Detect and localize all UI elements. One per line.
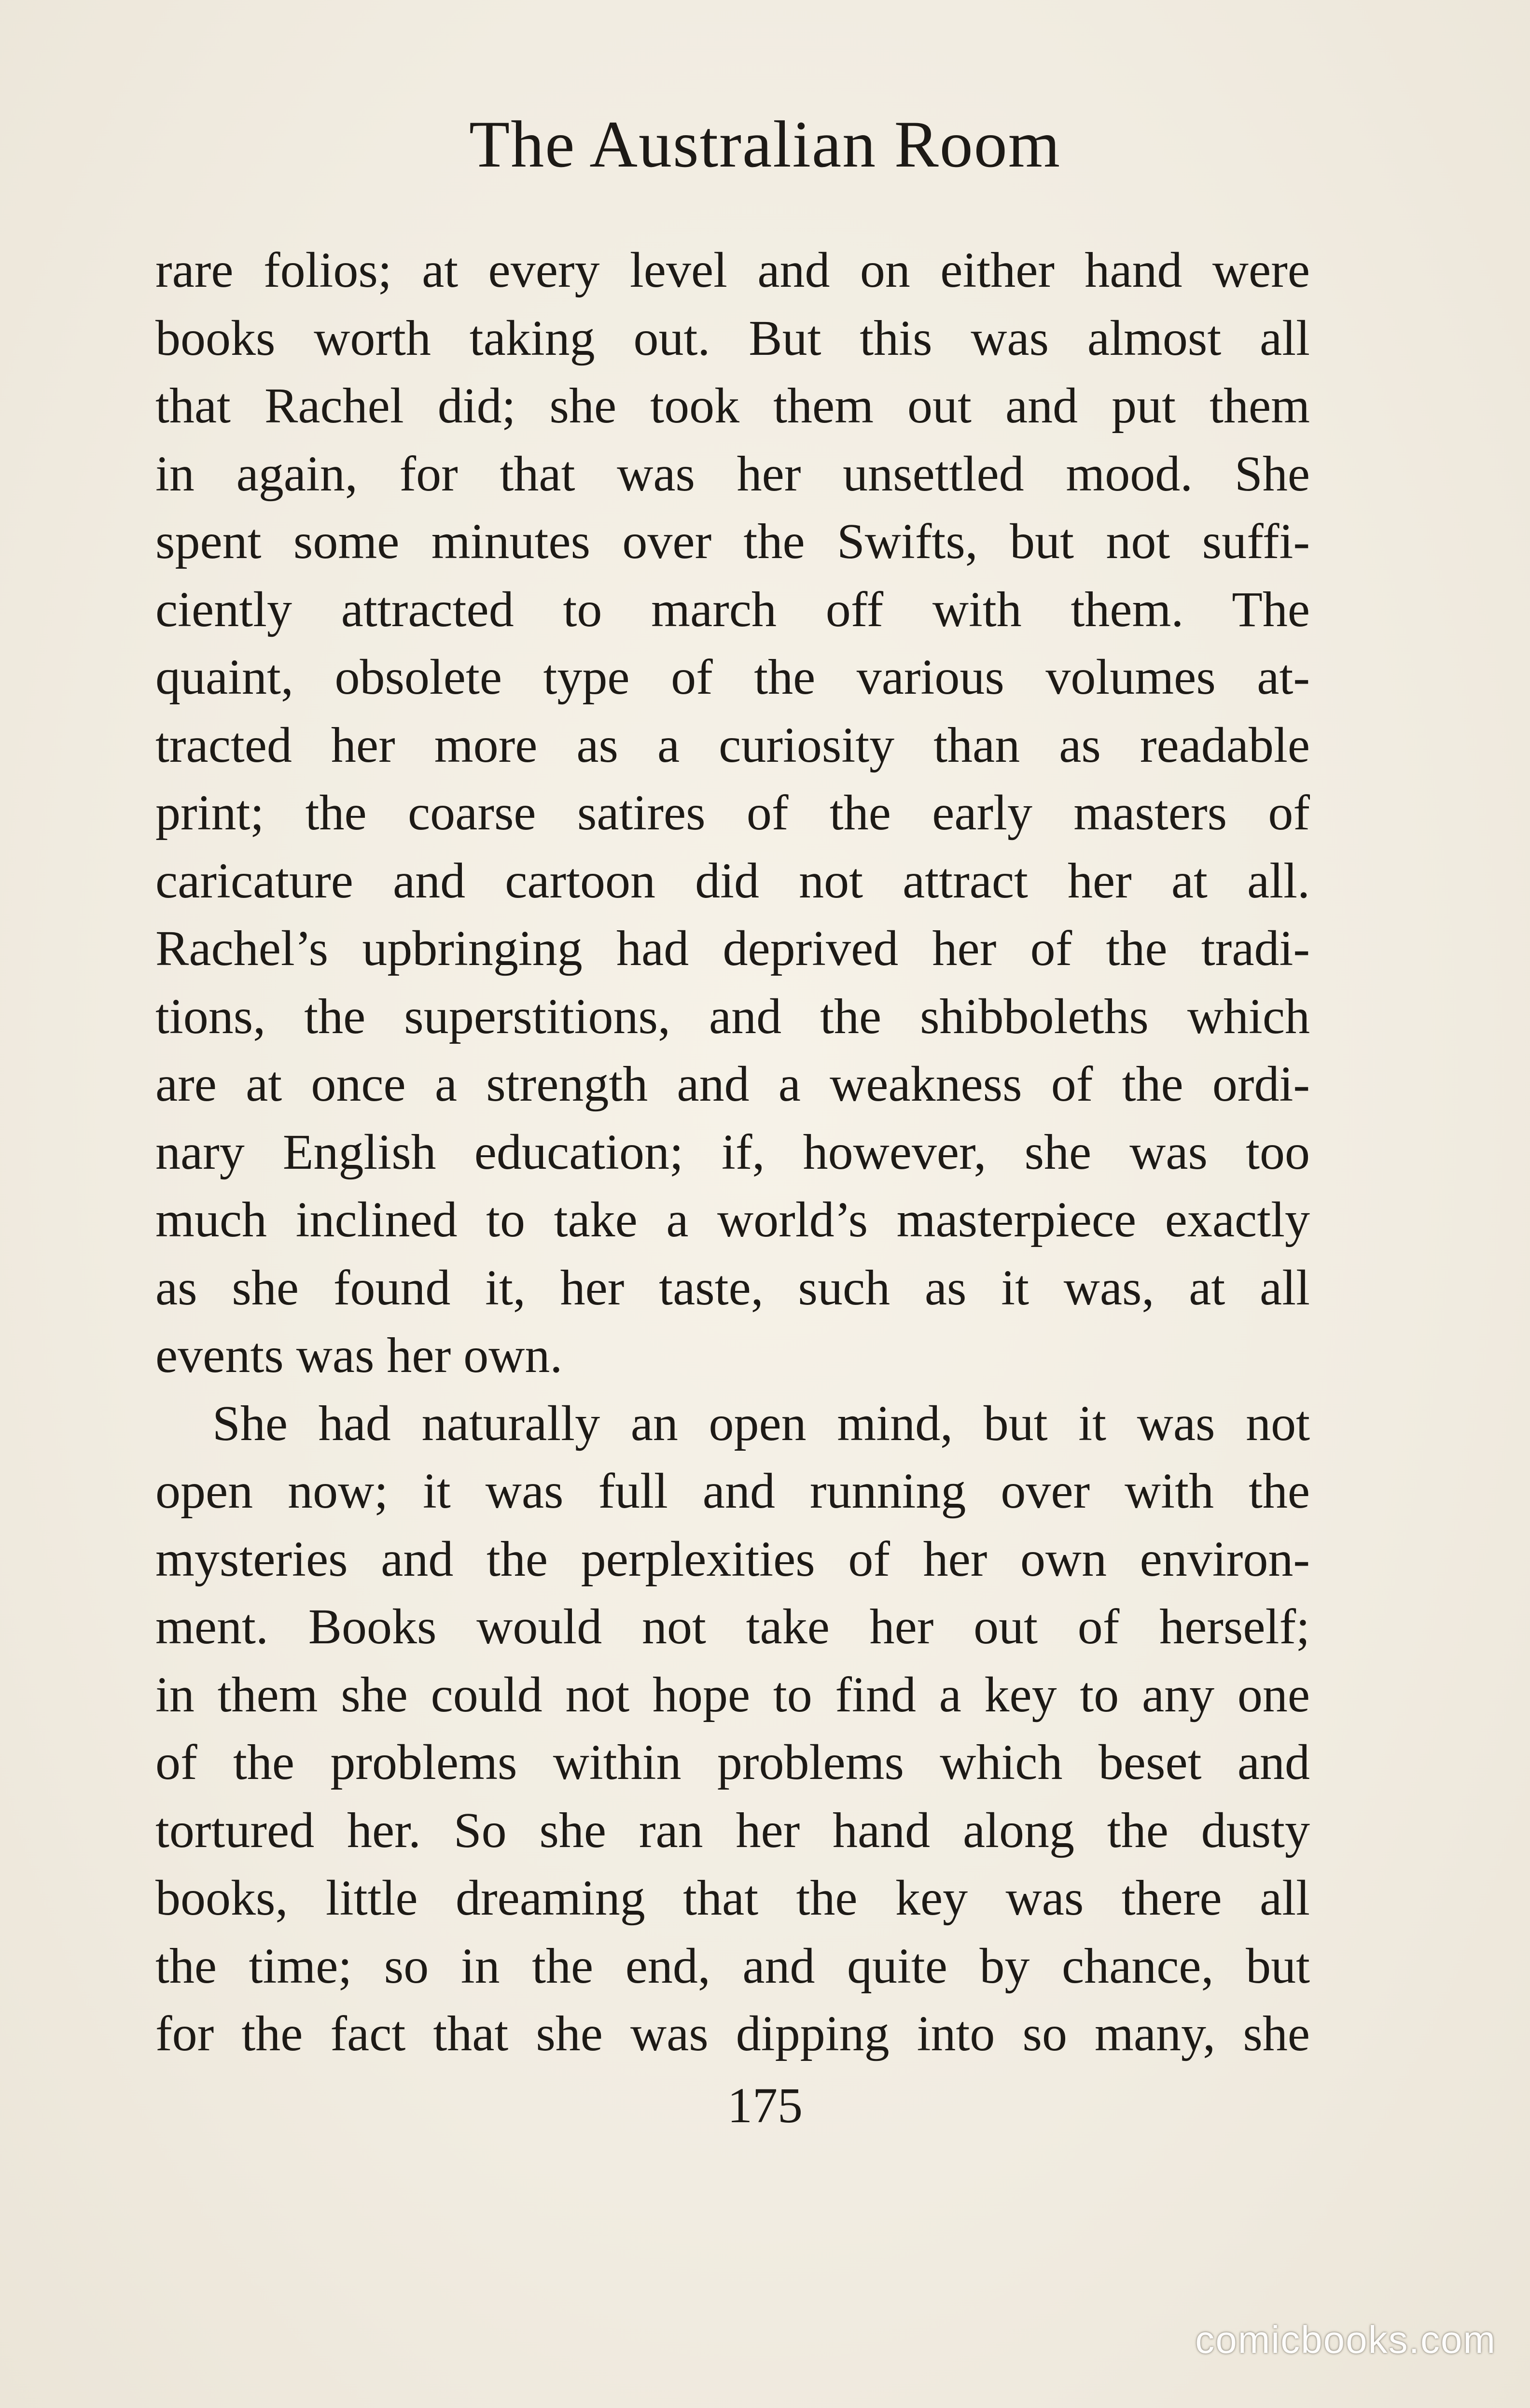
paragraph-start-line: She had naturally an open mind, but it was not	[212, 1395, 1310, 1451]
text-line: for the fact that she was dipping into so many, she	[155, 2006, 1310, 2061]
text-line: print; the coarse satires of the early masters of	[155, 785, 1310, 840]
text-line: tions, the superstitions, and the shibboleths which	[155, 988, 1310, 1044]
paragraph-end-line: events was her own.	[155, 1328, 563, 1383]
text-line: tortured her. So she ran her hand along the dusty	[155, 1802, 1310, 1858]
text-line: ment. Books would not take her out of herself;	[155, 1599, 1310, 1654]
text-line: books, little dreaming that the key was there all	[155, 1870, 1310, 1926]
text-line: the time; so in the end, and quite by chance, but	[155, 1938, 1310, 1994]
text-line: in them she could not hope to find a key to any one	[155, 1666, 1310, 1722]
text-line: nary English education; if, however, she was too	[155, 1124, 1310, 1180]
text-line: as she found it, her taste, such as it was, at all	[155, 1260, 1310, 1316]
text-line: in again, for that was her unsettled mood. She	[155, 446, 1310, 502]
text-line: ciently attracted to march off with them. The	[155, 581, 1310, 637]
page-number: 175	[727, 2078, 803, 2133]
text-line: Rachel’s upbringing had deprived her of the tradi-	[155, 921, 1310, 976]
text-line: that Rachel did; she took them out and put them	[155, 378, 1310, 434]
text-line: tracted her more as a curiosity than as readable	[155, 717, 1310, 773]
text-line: of the problems within problems which beset and	[155, 1735, 1310, 1790]
text-line: caricature and cartoon did not attract her at all.	[155, 853, 1310, 909]
text-line: mysteries and the perplexities of her own environ-	[155, 1531, 1310, 1587]
text-line: quaint, obsolete type of the various volumes at-	[155, 649, 1310, 705]
text-line: are at once a strength and a weakness of the ordi-	[155, 1056, 1310, 1112]
text-line: rare folios; at every level and on either hand were	[155, 242, 1310, 298]
running-head: The Australian Room	[469, 107, 1061, 181]
watermark: comicbooks.com	[1195, 2318, 1496, 2361]
text-line: much inclined to take a world’s masterpiece exactly	[155, 1192, 1310, 1247]
text-line: open now; it was full and running over with the	[155, 1463, 1310, 1519]
body-text	[155, 237, 1310, 2068]
text-line: books worth taking out. But this was almost all	[155, 310, 1310, 366]
text-line: spent some minutes over the Swifts, but not suffi-	[155, 514, 1310, 569]
